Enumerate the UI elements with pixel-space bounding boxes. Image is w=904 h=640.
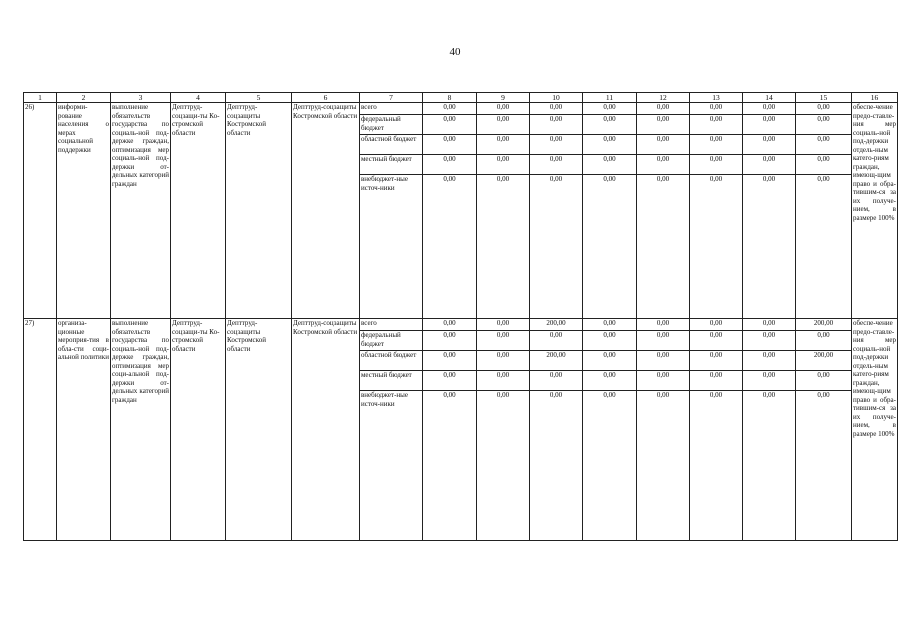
value-cell: 0,00: [796, 135, 852, 155]
value-cell: 0,00: [423, 351, 477, 371]
header-col-6: 6: [292, 93, 360, 103]
value-cell: 0,00: [423, 103, 477, 115]
cell-col4: Депттруд-соцзащи-ты Ко-стромской области: [171, 103, 226, 319]
value-cell: 0,00: [477, 155, 530, 175]
value-cell: 0,00: [690, 331, 743, 351]
value-cell: 0,00: [583, 351, 637, 371]
value-cell: 0,00: [796, 115, 852, 135]
program-table: [23, 92, 898, 541]
value-cell: 0,00: [477, 103, 530, 115]
value-cell: 0,00: [796, 391, 852, 541]
header-col-5: 5: [226, 93, 292, 103]
value-cell: 0,00: [637, 371, 690, 391]
value-cell: 0,00: [583, 391, 637, 541]
header-col-15: 15: [796, 93, 852, 103]
header-col-13: 13: [690, 93, 743, 103]
value-cell: 0,00: [637, 175, 690, 319]
cell-col6: Депттруд-соцзащиты Костромской области: [292, 319, 360, 541]
value-cell: 0,00: [690, 391, 743, 541]
value-cell: 0,00: [583, 115, 637, 135]
value-cell: 0,00: [637, 331, 690, 351]
cell-result: обеспе-чение предо-ставле-ния мер социаль-ной под-держки отдель-ным катего-риям граждан, имеющ-щим право и обра-тившим-ся за их получе-нием, в размере 100%: [852, 103, 898, 319]
value-cell: 0,00: [690, 135, 743, 155]
value-cell: 0,00: [743, 391, 796, 541]
header-col-4: 4: [171, 93, 226, 103]
value-cell: 0,00: [637, 135, 690, 155]
value-cell: 0,00: [637, 155, 690, 175]
header-col-9: 9: [477, 93, 530, 103]
value-cell: 0,00: [796, 155, 852, 175]
value-cell: 0,00: [530, 331, 583, 351]
value-cell: 0,00: [637, 319, 690, 331]
value-cell: 0,00: [530, 391, 583, 541]
funding-source: областной бюджет: [360, 135, 423, 155]
value-cell: 0,00: [743, 371, 796, 391]
cell-col5: Депттруд-соцзащиты Костромской области: [226, 103, 292, 319]
header-col-3: 3: [111, 93, 171, 103]
header-col-16: 16: [852, 93, 898, 103]
value-cell: 0,00: [637, 351, 690, 371]
value-cell: 0,00: [530, 103, 583, 115]
cell-col2: организа-ционные мероприя-тия в обла-сти соци-альной политики: [57, 319, 111, 541]
value-cell: 0,00: [690, 371, 743, 391]
value-cell: 200,00: [796, 351, 852, 371]
value-cell: 0,00: [423, 331, 477, 351]
value-cell: 0,00: [583, 155, 637, 175]
value-cell: 0,00: [796, 103, 852, 115]
header-col-7: 7: [360, 93, 423, 103]
header-col-14: 14: [743, 93, 796, 103]
value-cell: 0,00: [637, 115, 690, 135]
value-cell: 200,00: [796, 319, 852, 331]
cell-col3: выполнение обязательств государства по социаль-ной под-держке граждан, оптимизация мер соци-альной под-держки от-дельных категорий граждан: [111, 319, 171, 541]
value-cell: 0,00: [690, 175, 743, 319]
value-cell: 0,00: [690, 115, 743, 135]
value-cell: 0,00: [583, 371, 637, 391]
header-col-12: 12: [637, 93, 690, 103]
value-cell: 0,00: [743, 331, 796, 351]
cell-col6: Депттруд-соцзащиты Костромской области: [292, 103, 360, 319]
value-cell: 0,00: [423, 175, 477, 319]
header-col-11: 11: [583, 93, 637, 103]
header-col-10: 10: [530, 93, 583, 103]
value-cell: 0,00: [690, 103, 743, 115]
table-row: [24, 103, 898, 115]
cell-col3: выполнение обязательств государства по социаль-ной под-держке граждан, оптимизация мер социаль-ной под-держки от-дельных категорий граждан: [111, 103, 171, 319]
value-cell: 0,00: [583, 135, 637, 155]
value-cell: 0,00: [637, 391, 690, 541]
header-row: [24, 93, 898, 103]
value-cell: 0,00: [690, 351, 743, 371]
value-cell: 0,00: [530, 115, 583, 135]
funding-source: областной бюджет: [360, 351, 423, 371]
value-cell: 0,00: [690, 155, 743, 175]
value-cell: 0,00: [423, 391, 477, 541]
value-cell: 0,00: [743, 175, 796, 319]
cell-result: обеспе-чение предо-ставле-ния мер социаль-ной под-держки отдель-ным катего-риям граждан, имеющ-щим право и обра-тившим-ся за их получе-нием, в размере 100%: [852, 319, 898, 541]
value-cell: 0,00: [477, 331, 530, 351]
value-cell: 0,00: [637, 103, 690, 115]
header-col-1: 1: [24, 93, 57, 103]
value-cell: 0,00: [477, 135, 530, 155]
value-cell: 0,00: [530, 155, 583, 175]
value-cell: 0,00: [690, 319, 743, 331]
cell-col2: информи-рование населения о мерах социальной поддержки: [57, 103, 111, 319]
funding-source: федеральный бюджет: [360, 115, 423, 135]
value-cell: 0,00: [423, 319, 477, 331]
value-cell: 0,00: [583, 331, 637, 351]
value-cell: 0,00: [743, 103, 796, 115]
value-cell: 0,00: [477, 115, 530, 135]
value-cell: 0,00: [530, 135, 583, 155]
header-col-8: 8: [423, 93, 477, 103]
value-cell: 0,00: [423, 371, 477, 391]
value-cell: 0,00: [530, 371, 583, 391]
value-cell: 0,00: [796, 371, 852, 391]
funding-source: местный бюджет: [360, 371, 423, 391]
value-cell: 0,00: [477, 351, 530, 371]
value-cell: 0,00: [743, 115, 796, 135]
value-cell: 200,00: [530, 351, 583, 371]
table-row: [24, 319, 898, 331]
value-cell: 0,00: [743, 155, 796, 175]
funding-source: всего: [360, 103, 423, 115]
value-cell: 0,00: [743, 319, 796, 331]
value-cell: 0,00: [583, 103, 637, 115]
value-cell: 200,00: [530, 319, 583, 331]
value-cell: 0,00: [423, 135, 477, 155]
value-cell: 0,00: [477, 371, 530, 391]
value-cell: 0,00: [477, 319, 530, 331]
page-number: 40: [449, 46, 461, 58]
value-cell: 0,00: [477, 175, 530, 319]
cell-id: 26): [24, 103, 57, 319]
value-cell: 0,00: [423, 115, 477, 135]
header-col-2: 2: [57, 93, 111, 103]
value-cell: 0,00: [743, 135, 796, 155]
value-cell: 0,00: [743, 351, 796, 371]
value-cell: 0,00: [796, 331, 852, 351]
value-cell: 0,00: [423, 155, 477, 175]
funding-source: внебюджет-ные источ-ники: [360, 391, 423, 541]
value-cell: 0,00: [477, 391, 530, 541]
value-cell: 0,00: [796, 175, 852, 319]
value-cell: 0,00: [583, 319, 637, 331]
funding-source: федеральный бюджет: [360, 331, 423, 351]
funding-source: всего: [360, 319, 423, 331]
funding-source: внебюджет-ные источ-ники: [360, 175, 423, 319]
cell-col5: Депттруд-соцзащиты Костромской области: [226, 319, 292, 541]
cell-col4: Депттруд-соцзащи-ты Ко-стромской области: [171, 319, 226, 541]
value-cell: 0,00: [530, 175, 583, 319]
value-cell: 0,00: [583, 175, 637, 319]
cell-id: 27): [24, 319, 57, 541]
funding-source: местный бюджет: [360, 155, 423, 175]
